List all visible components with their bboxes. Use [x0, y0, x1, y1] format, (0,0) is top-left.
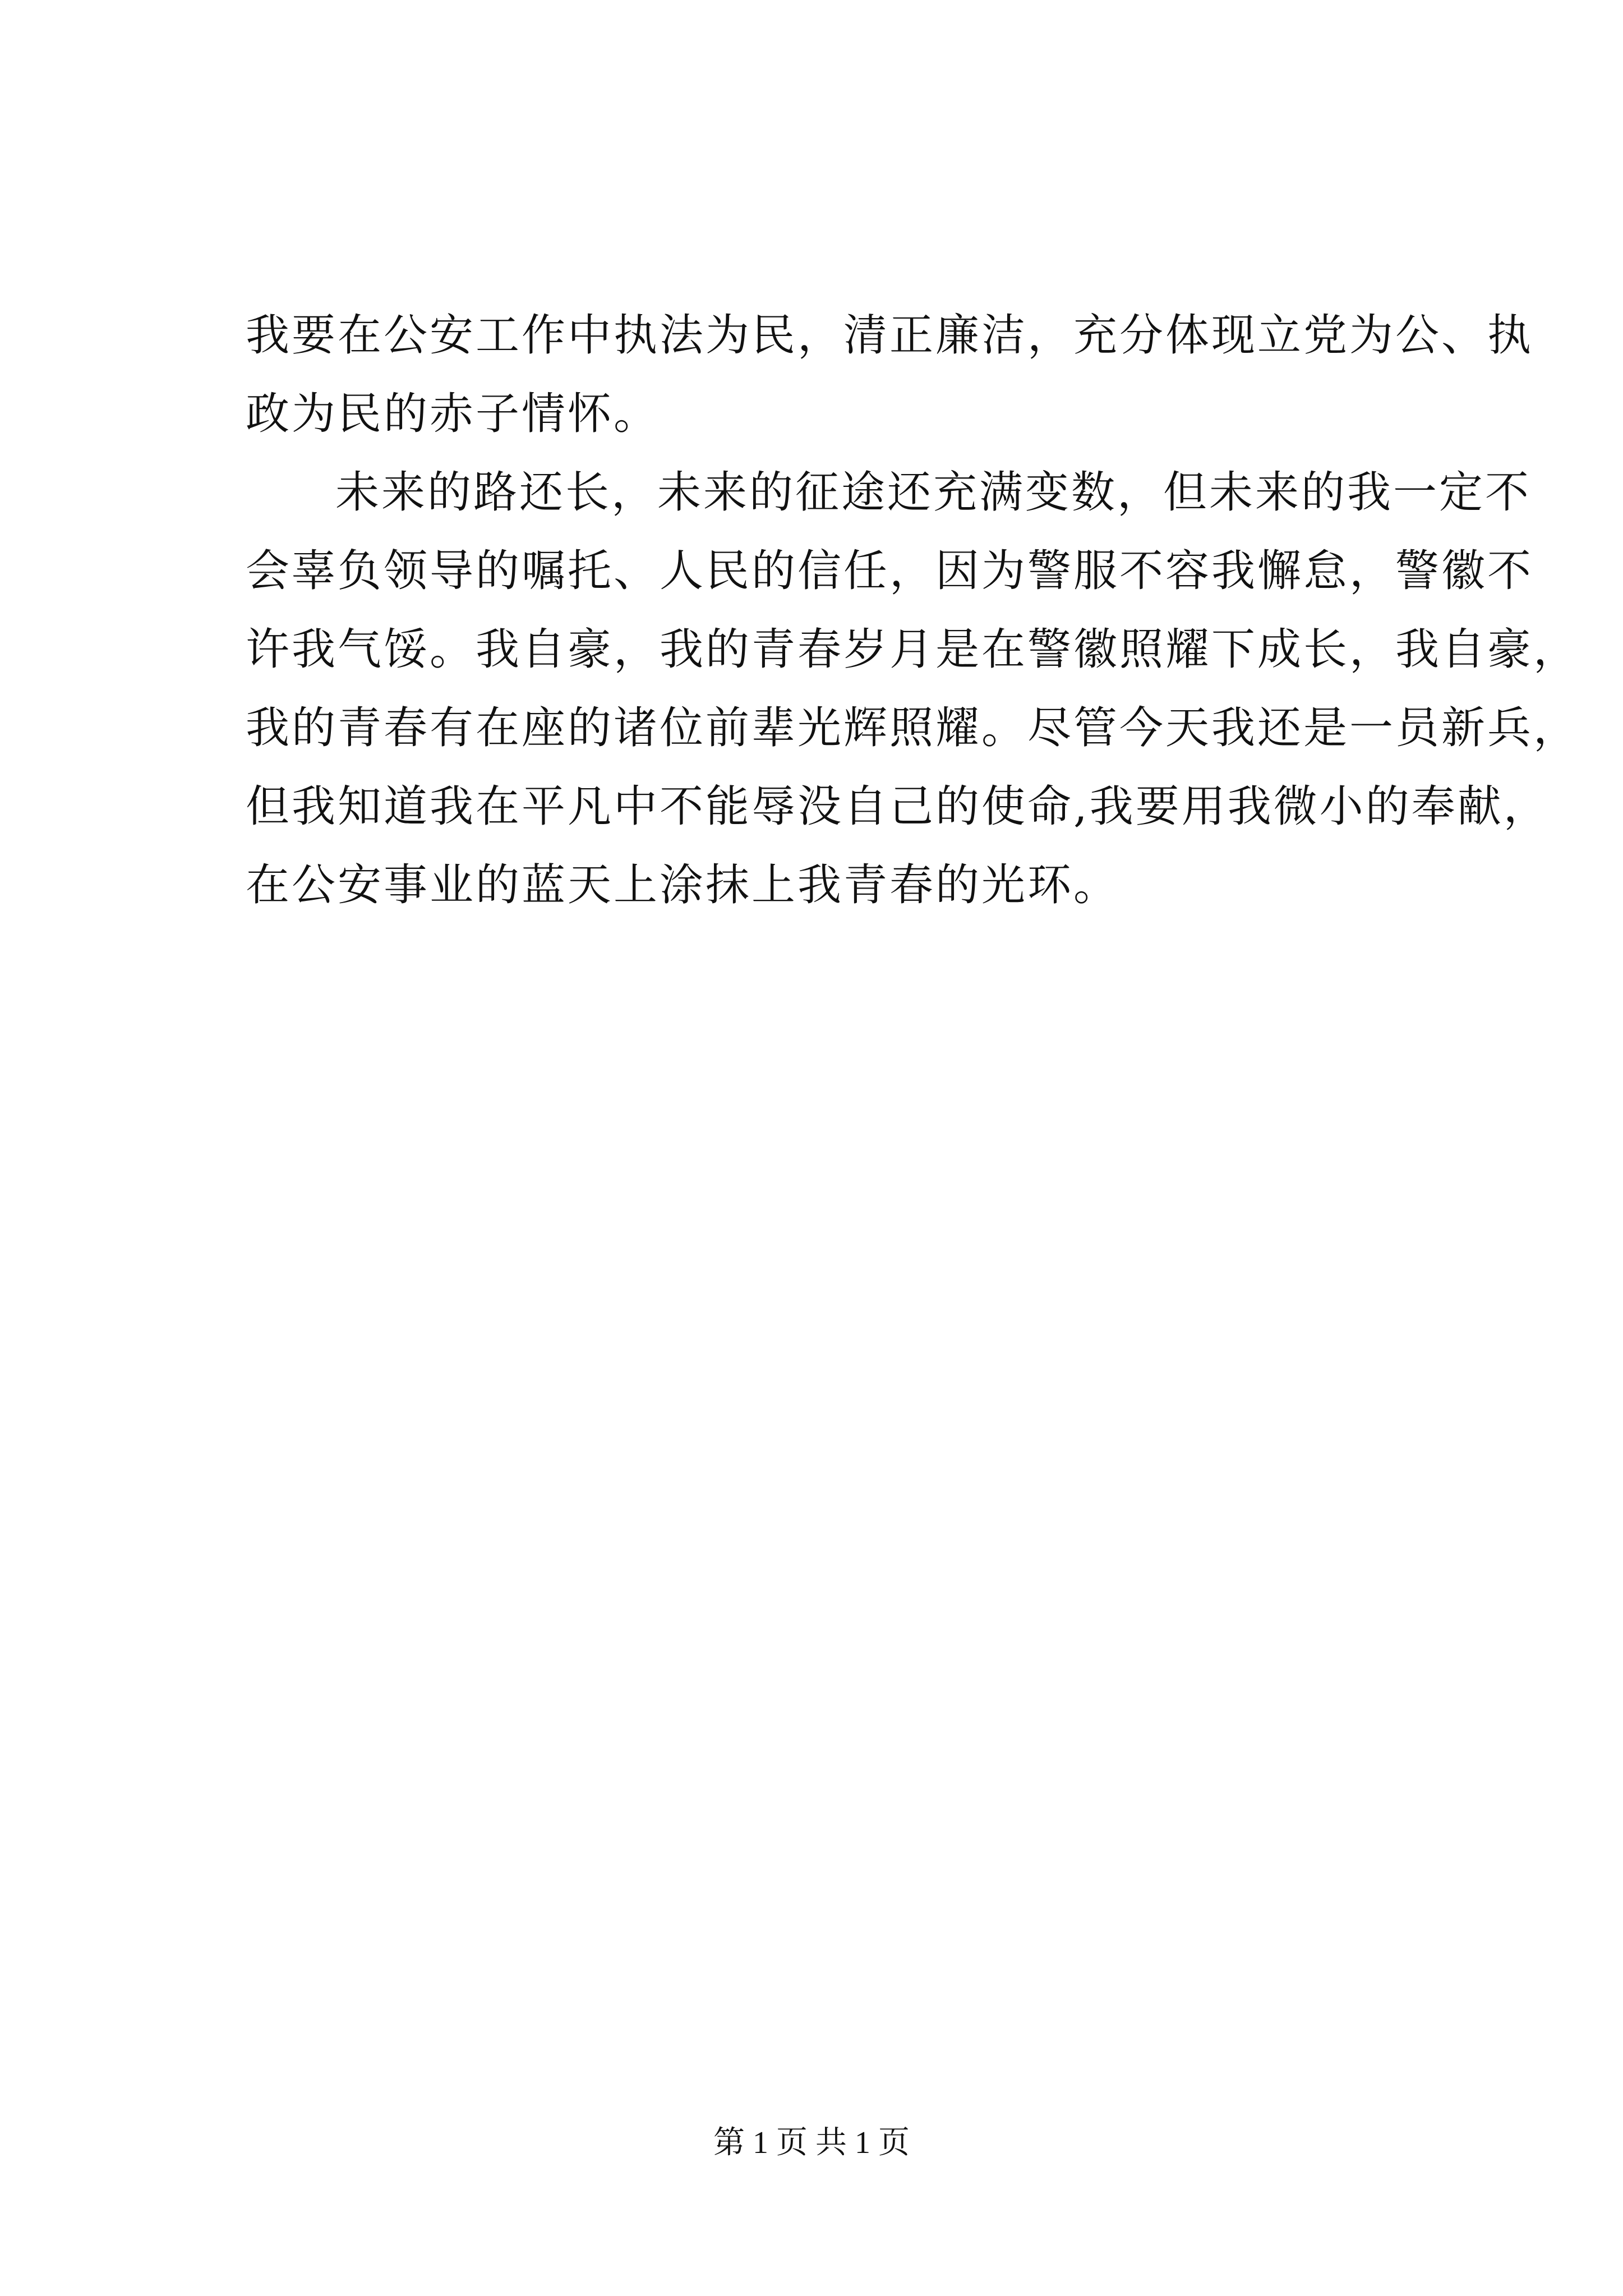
text-line: 我要在公安工作中执法为民，清正廉洁，充分体现立党为公、执: [246, 310, 1534, 361]
text-line: 会辜负领导的嘱托、人民的信任，因为警服不容我懈怠，警徽不: [246, 546, 1534, 596]
text-line: 但我知道我在平凡中不能辱没自己的使命,我要用我微小的奉献，: [246, 781, 1550, 832]
text-line: 许我气馁。我自豪，我的青春岁月是在警徽照耀下成长，我自豪，: [246, 624, 1580, 675]
page-footer: 第 1 页 共 1 页: [713, 2125, 910, 2160]
text-line: 政为民的赤子情怀。: [246, 389, 660, 439]
text-line: 未来的路还长，未来的征途还充满变数，但未来的我一定不: [335, 467, 1532, 518]
text-line: 我的青春有在座的诸位前辈光辉照耀。尽管今天我还是一员新兵，: [246, 703, 1580, 753]
body-text: [246, 296, 1580, 924]
text-line: 在公安事业的蓝天上涂抹上我青春的光环。: [246, 860, 1120, 910]
